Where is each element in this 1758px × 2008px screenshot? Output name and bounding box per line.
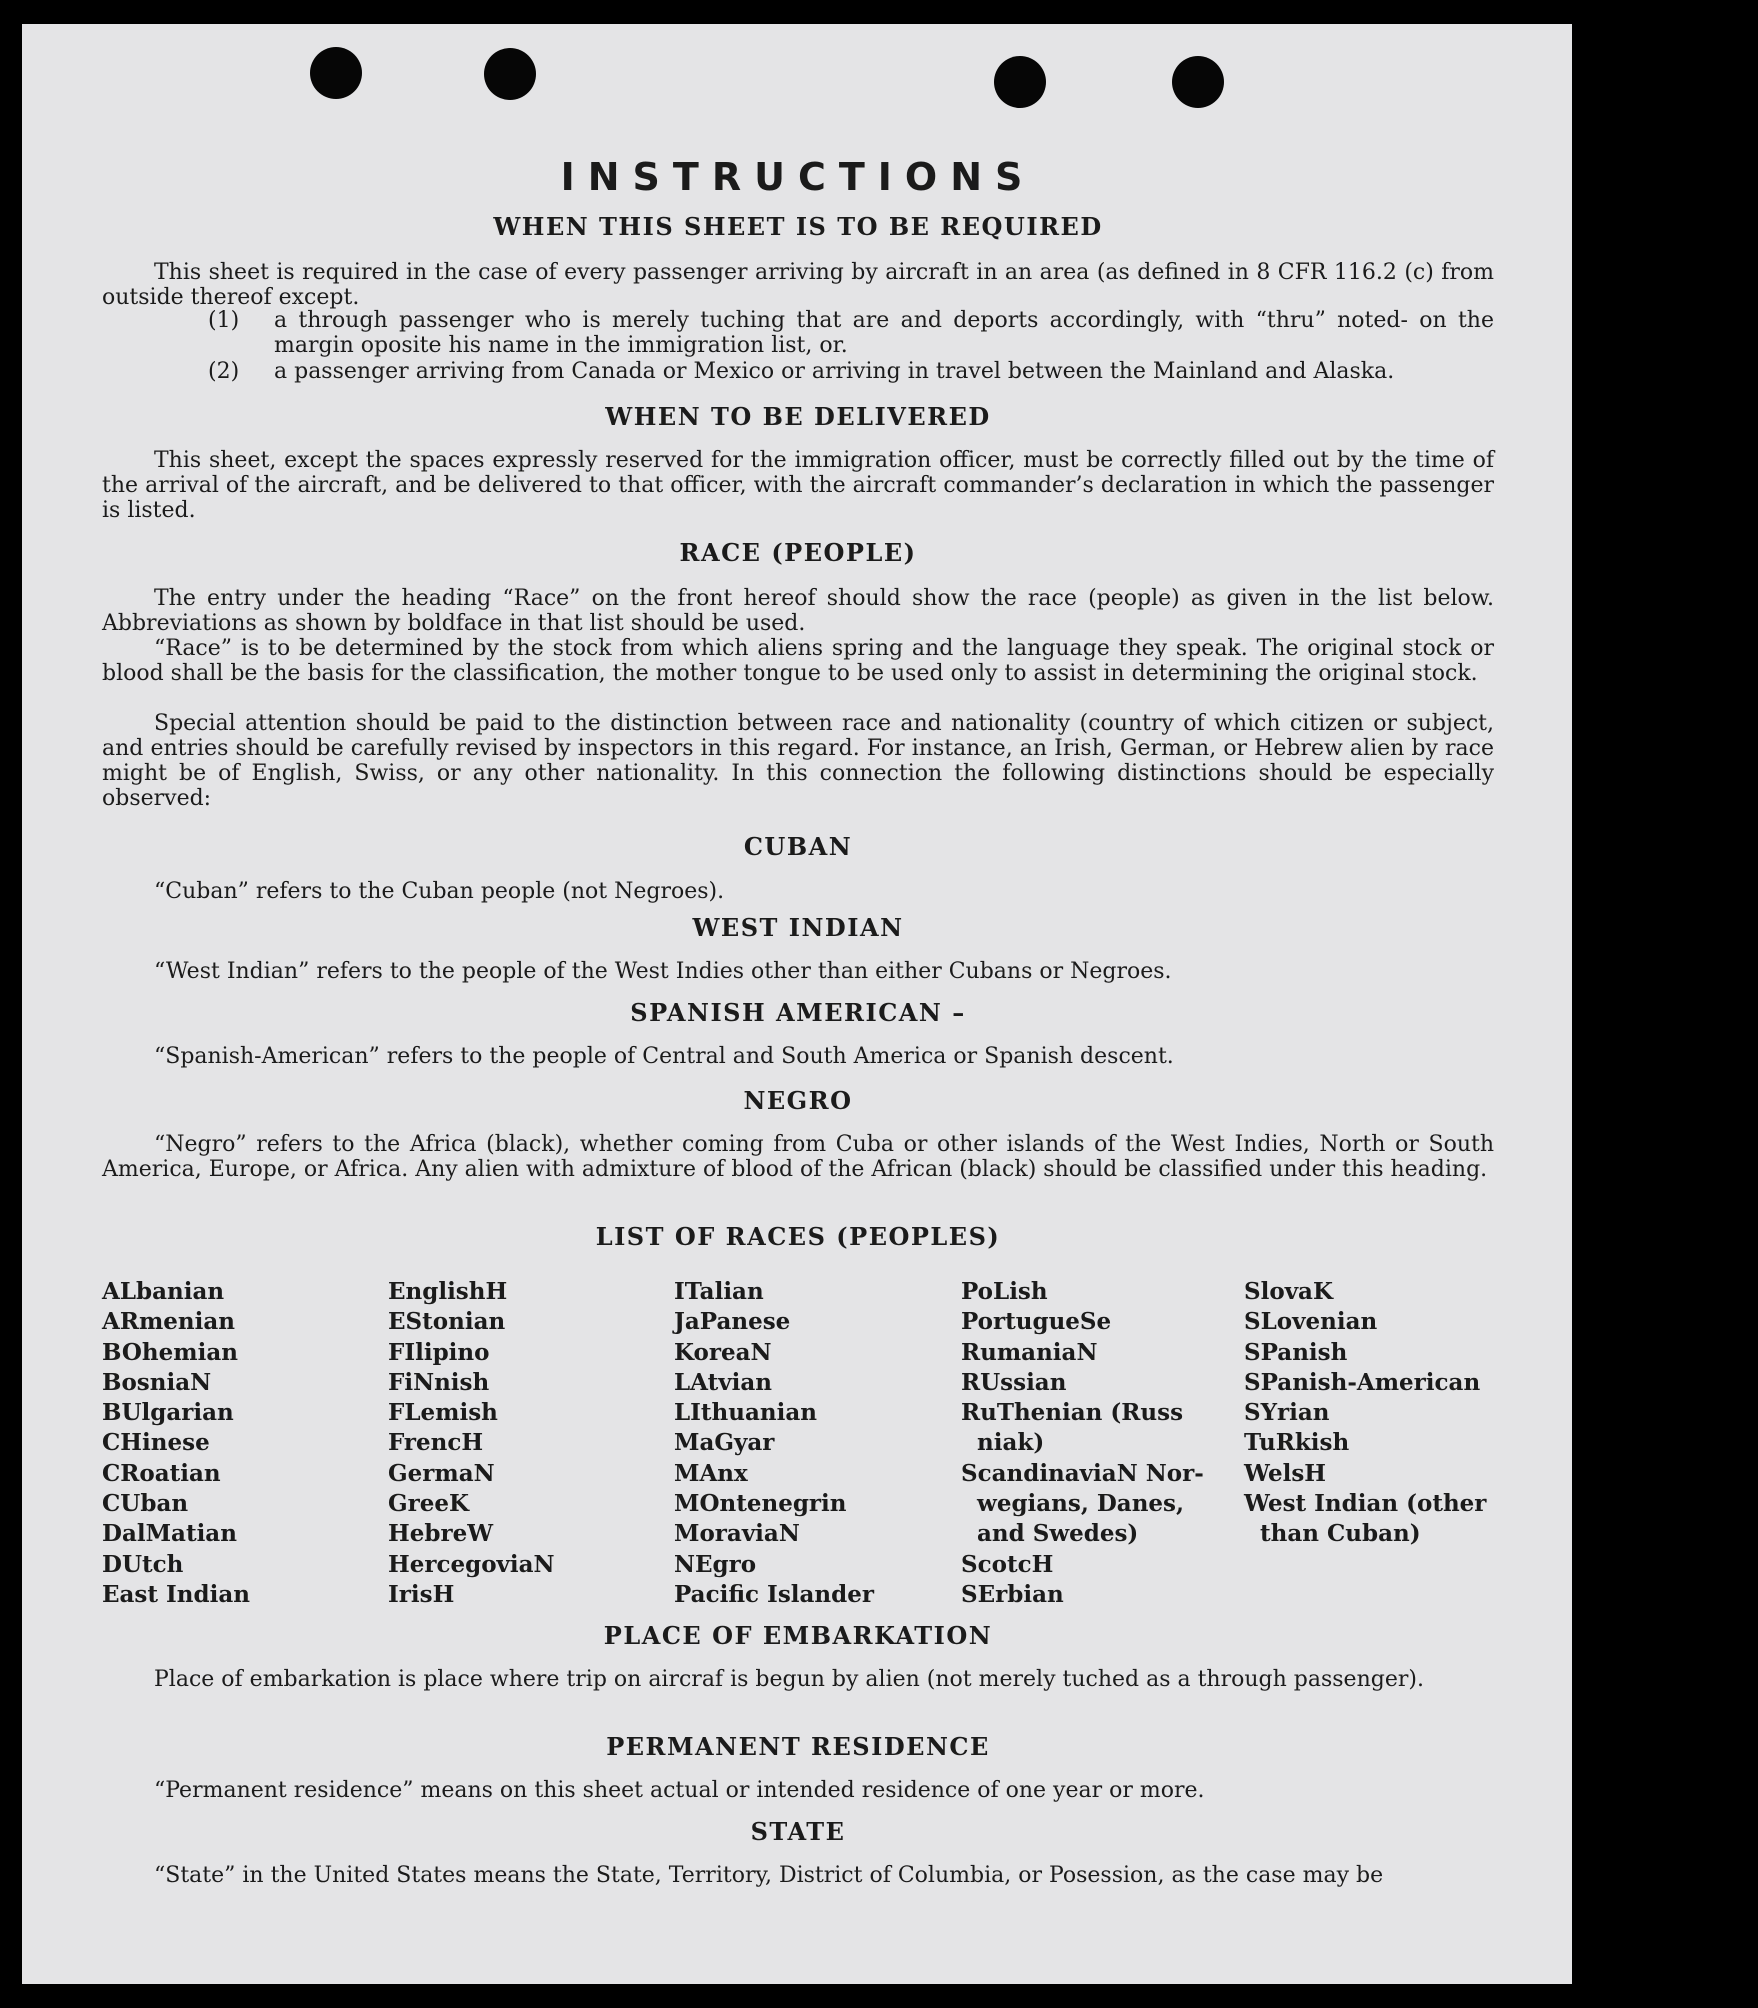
paragraph: This sheet, except the spaces expressly reserved for the immigration officer, must be correctly filled out by the time of the arrival of the aircraft, and be delivered to that officer, with the aircraft commander’s declaration in which the passenger is listed. — [102, 448, 1494, 523]
race-list-item: JaPanese — [674, 1308, 791, 1336]
heading-cuban: CUBAN — [743, 832, 853, 861]
paragraph: “Permanent residence” means on this sheet actual or intended residence of one year or more. — [154, 1778, 1205, 1803]
race-list-column — [388, 1277, 555, 1610]
race-list-item: RUssian — [961, 1368, 1067, 1396]
heading-list-of-races: LIST OF RACES (PEOPLES) — [595, 1222, 1001, 1251]
race-list-item: FiNnish — [388, 1368, 490, 1396]
race-list-item: IrisH — [388, 1580, 455, 1608]
paragraph: “Race” is to be determined by the stock from which aliens spring and the language they speak. The original stock or blood shall be the basis for the classification, the mother tongue to be used only to assist in determining the original stock. — [102, 636, 1494, 686]
race-list-item: BOhemian — [102, 1338, 238, 1366]
race-list-item: CUban — [102, 1490, 189, 1518]
race-list-column — [102, 1277, 250, 1610]
paragraph: “West Indian” refers to the people of the West Indies other than either Cubans or Negroes. — [154, 959, 1172, 984]
paragraph: “State” in the United States means the State, Territory, District of Columbia, or Posession, as the case may be — [154, 1863, 1384, 1888]
race-list-column — [674, 1277, 874, 1610]
race-list-item: RuThenian (Russ — [961, 1399, 1184, 1427]
race-list-item: MOntenegrin — [674, 1490, 847, 1518]
race-list-item: BUlgarian — [102, 1399, 234, 1427]
paragraph: “Spanish-American” refers to the people of Central and South America or Spanish descent. — [154, 1044, 1174, 1069]
punch-hole — [994, 56, 1046, 108]
race-list-item: DalMatian — [102, 1520, 237, 1548]
heading-spanish-american: SPANISH AMERICAN – — [630, 998, 966, 1027]
heading-race: RACE (PEOPLE) — [679, 538, 917, 567]
race-list-item: FIlipino — [388, 1338, 490, 1366]
paragraph: Special attention should be paid to the distinction between race and nationality (country of which citizen or subject, and entries should be carefully revised by inspectors in this regard. For instance, an Irish, German, or Hebrew alien by race might be of English, Swiss, or any other nationality. In this connection the following distinctions should be especially observed: — [102, 711, 1494, 811]
paragraph: Place of embarkation is place where trip on aircraf is begun by alien (not merely tuched as a through passenger). — [154, 1667, 1424, 1692]
paragraph: “Negro” refers to the Africa (black), whether coming from Cuba or other islands of the West Indies, North or South America, Europe, or Africa. Any alien with admixture of blood of the African (black) should be classified under this heading. — [102, 1132, 1494, 1182]
race-list-item: ITalian — [674, 1278, 764, 1305]
race-list-item: PoLish — [961, 1278, 1048, 1305]
race-list-item: PortugueSe — [961, 1308, 1112, 1336]
race-list-item: MaGyar — [674, 1429, 775, 1457]
heading-embarkation: PLACE OF EMBARKATION — [603, 1621, 993, 1650]
heading-when-delivered: WHEN TO BE DELIVERED — [605, 402, 991, 431]
race-list-item: ScotcH — [961, 1550, 1054, 1578]
race-list-item: HercegoviaN — [388, 1550, 555, 1578]
heading-permanent-residence: PERMANENT RESIDENCE — [606, 1732, 990, 1761]
race-list-item: TuRkish — [1244, 1429, 1350, 1457]
race-list-item: SErbian — [961, 1580, 1064, 1608]
document-sheet: INSTRUCTIONS WHEN THIS SHEET IS TO BE REQUIRED This sheet is required in the case of every passenger arriving by aircraft in an area (as defined in 8 CFR 116.2 (c) from outside thereof except. (1) a through passenger who is merely tuching that are and deports accordingly, with “thru” noted- on the margin oposite his name in the immigration list, or. (2) a passenger arriving from Canada or Mexico or arriving in travel between the Mainland and Alaska. WHEN TO BE DELIVERED This sheet, except the spaces expressly reserved for the immigration officer, must be correctly filled out by the time of the arrival of the aircraft, and be delivered to that officer, with the aircraft commander’s declaration in which the passenger is listed. RACE (PEOPLE) The entry under the heading “Race” on the front hereof should show the race (people) as given in the list below. Abbreviations as shown by boldface in that list should be used. “Race” is to be determined by the stock from which aliens spring and the language they speak. The original stock or blood shall be the basis for the classification, the mother tongue to be used only to assist in determining the original stock. Special attention should be paid to the distinction between race and nationality (country of which citizen or subject, and entries should be carefully revised by inspectors in this regard. For instance, an Irish, German, or Hebrew alien by race might be of English, Swiss, or any other nationality. In this connection the following distinctions should be especially observed: CUBAN “Cuban” refers to the Cuban people (not Negroes). WEST INDIAN “West Indian” refers to the people of the West Indies other than either Cubans or Negroes. SPANISH AMERICAN – “Spanish-American” refers to the people of Central and South America or Spanish descent. NEGRO “Negro” refers to the Africa (black), whether coming from Cuba or other islands of the West Indies, North or South America, Europe, or Africa. Any alien with admixture of blood of the African (black) should be classified under this heading. LIST OF RACES (PEOPLES) ALbanian ARmenian BOhemian BosniaN BUlgarian CHinese CRoatian CUban DalMatian DUtch East Indian EnglishH EStonian FIlipino FiNnish FLemish FrencH GermaN GreeK HebreW HercegoviaN IrisH ITalian JaPanese KoreaN LAtvian LIthuanian MaGyar MAnx MOntenegrin MoraviaN NEgro Pacific Islander PoLish PortugueSe RumaniaN RUssian RuThenian (Russ niak) ScandinaviaN Nor- wegians, Danes, and Swedes) ScotcH SErbian SlovaK SLovenian SPanish SPanish-American SYrian TuRkish WelsH West Indian (other than Cuban) PLACE OF EMBARKATION Place of embarkation is place where trip on aircraf is begun by alien (not merely tuched as a through passenger). PERMANENT RESIDENCE “Permanent residence” means on this sheet actual or intended residence of one year or more. STATE “State” in the United States means the State, Territory, District of Columbia, or Posession, as the case may be — [22, 24, 1572, 1984]
paragraph: The entry under the heading “Race” on the front hereof should show the race (people) as given in the list below. Abbreviations as shown by boldface in that list should be used. — [102, 586, 1494, 636]
race-list-item: and Swedes) — [961, 1520, 1139, 1548]
race-list-item: CRoatian — [102, 1459, 221, 1487]
paragraph: This sheet is required in the case of every passenger arriving by aircraft in an area (as defined in 8 CFR 116.2 (c) from outside thereof except. — [102, 260, 1494, 310]
race-list-item: HebreW — [388, 1520, 494, 1548]
race-list-item: MoraviaN — [674, 1520, 800, 1548]
punch-hole — [484, 48, 536, 100]
race-list-item: CHinese — [102, 1429, 210, 1457]
race-list-item: BosniaN — [102, 1368, 212, 1396]
race-list-item: SYrian — [1244, 1399, 1330, 1427]
paragraph: “Cuban” refers to the Cuban people (not Negroes). — [154, 879, 725, 904]
race-list-item: WelsH — [1244, 1459, 1327, 1487]
race-list-item: West Indian (other — [1244, 1490, 1487, 1518]
race-list-item: NEgro — [674, 1550, 757, 1578]
race-list-item: ARmenian — [102, 1308, 236, 1336]
race-list-item: ScandinaviaN Nor- — [961, 1459, 1204, 1487]
race-list-item: FLemish — [388, 1399, 498, 1427]
race-list-item: ALbanian — [102, 1278, 225, 1305]
punch-hole — [310, 47, 362, 99]
race-list-item: wegians, Danes, — [961, 1490, 1185, 1518]
race-list-item: than Cuban) — [1244, 1520, 1421, 1548]
race-list-item: EnglishH — [388, 1278, 508, 1305]
heading-west-indian: WEST INDIAN — [692, 913, 904, 942]
race-list-item: EStonian — [388, 1308, 506, 1336]
race-list-item: FrencH — [388, 1429, 484, 1457]
race-list-item: MAnx — [674, 1459, 748, 1487]
page-title: INSTRUCTIONS — [560, 155, 1036, 199]
race-list-item: SlovaK — [1244, 1278, 1333, 1305]
punch-hole — [1172, 56, 1224, 108]
race-list-item: Pacific Islander — [674, 1580, 874, 1608]
race-list-item: RumaniaN — [961, 1338, 1098, 1366]
race-list-item: KoreaN — [674, 1338, 772, 1366]
race-list-item: niak) — [961, 1429, 1045, 1457]
race-list-item: East Indian — [102, 1580, 250, 1608]
race-list-item: SPanish — [1244, 1338, 1348, 1366]
race-list-item: SLovenian — [1244, 1308, 1378, 1336]
heading-when-required: WHEN THIS SHEET IS TO BE REQUIRED — [493, 212, 1103, 241]
race-list-item: LIthuanian — [674, 1399, 817, 1427]
race-list-column — [1244, 1277, 1486, 1550]
race-list-item: GreeK — [388, 1490, 470, 1518]
heading-state: STATE — [750, 1817, 846, 1846]
race-list-item: GermaN — [388, 1459, 495, 1487]
heading-negro: NEGRO — [743, 1086, 853, 1115]
race-list-item: LAtvian — [674, 1368, 772, 1396]
race-list-item: DUtch — [102, 1550, 184, 1578]
race-list-item: SPanish-American — [1244, 1368, 1481, 1396]
race-list-column — [961, 1277, 1204, 1610]
